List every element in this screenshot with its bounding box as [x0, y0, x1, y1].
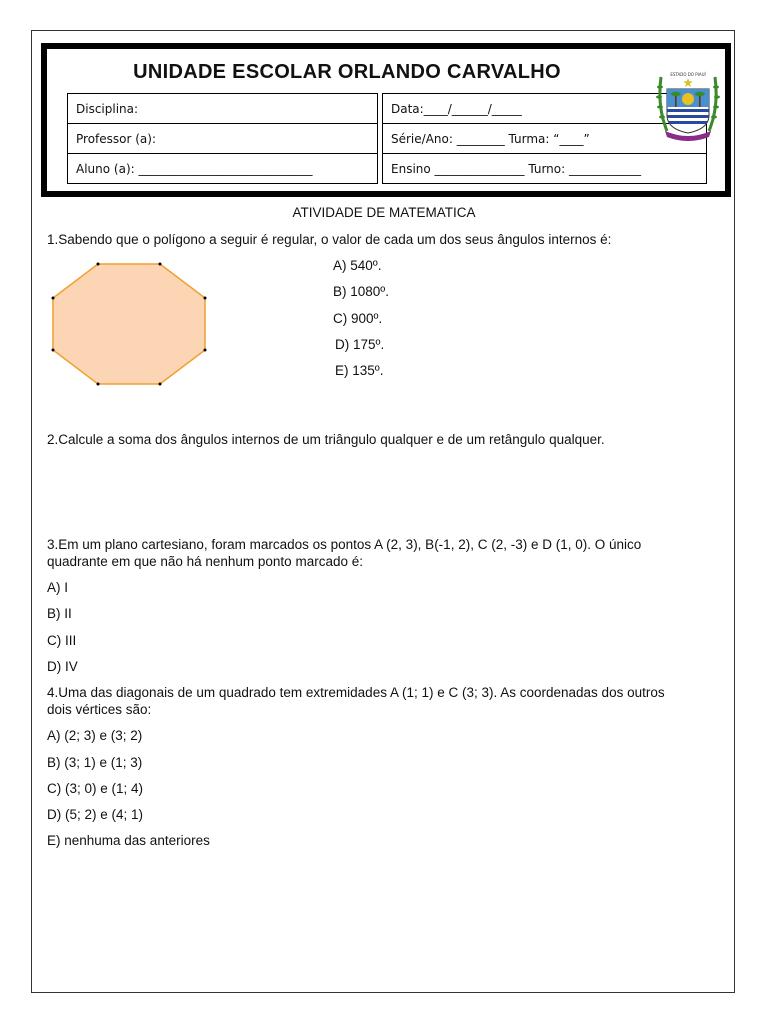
q3-option-b: B) II: [47, 606, 72, 621]
q4-option-b: B) (3; 1) e (1; 3): [47, 755, 143, 770]
field-professor: Professor (a):: [68, 124, 377, 154]
field-ensino-turno: Ensino _______________ Turno: ____________: [391, 162, 641, 176]
q4-text-line2: dois vértices são:: [47, 702, 152, 717]
q1-option-b: B) 1080º.: [333, 284, 389, 299]
q3-option-d: D) IV: [47, 659, 78, 674]
q4-option-e: E) nenhuma das anteriores: [47, 833, 210, 848]
state-coat-of-arms-icon: [653, 67, 723, 145]
q1-option-e: E) 135º.: [335, 363, 384, 378]
q4-text-line1: 4.Uma das diagonais de um quadrado tem extremidades A (1; 1) e C (3; 3). As coordenadas dos outros: [47, 685, 665, 700]
q3-text-line1: 3.Em um plano cartesiano, foram marcados os pontos A (2, 3), B(-1, 2), C (2, -3) e D (1, 0). O único: [47, 537, 642, 552]
octagon-figure: [46, 258, 212, 390]
field-disciplina: Disciplina:: [68, 94, 377, 124]
field-aluno: Aluno (a): _____________________________: [76, 162, 313, 176]
info-table-left: [67, 93, 378, 184]
q1-option-c: C) 900º.: [333, 311, 383, 326]
q3-text-line2: quadrante em que não há nenhum ponto marcado é:: [47, 554, 363, 569]
svg-text:ESTADO DO PIAUÍ: ESTADO DO PIAUÍ: [670, 72, 706, 77]
q1-option-a: A) 540º.: [333, 258, 382, 273]
field-serie-turma: Série/Ano: ________ Turma: “____”: [383, 124, 706, 154]
q4-option-a: A) (2; 3) e (3; 2): [47, 728, 143, 743]
octagon-shape: [53, 264, 205, 384]
field-data: Data:____/______/_____: [383, 94, 706, 124]
q4-option-c: C) (3; 0) e (1; 4): [47, 781, 144, 796]
q1-text: 1.Sabendo que o polígono a seguir é regular, o valor de cada um dos seus ângulos internos é:: [47, 232, 612, 247]
q3-option-a: A) I: [47, 580, 69, 595]
q3-option-c: C) III: [47, 633, 77, 648]
q2-text: 2.Calcule a soma dos ângulos internos de um triângulo qualquer e de um retângulo qualquer.: [47, 432, 605, 447]
header-box: [41, 43, 731, 197]
q4-option-d: D) (5; 2) e (4; 1): [47, 807, 144, 822]
school-title: UNIDADE ESCOLAR ORLANDO CARVALHO: [133, 61, 561, 83]
activity-title: ATIVIDADE DE MATEMATICA: [292, 205, 476, 220]
q1-option-d: D) 175º.: [335, 337, 385, 352]
